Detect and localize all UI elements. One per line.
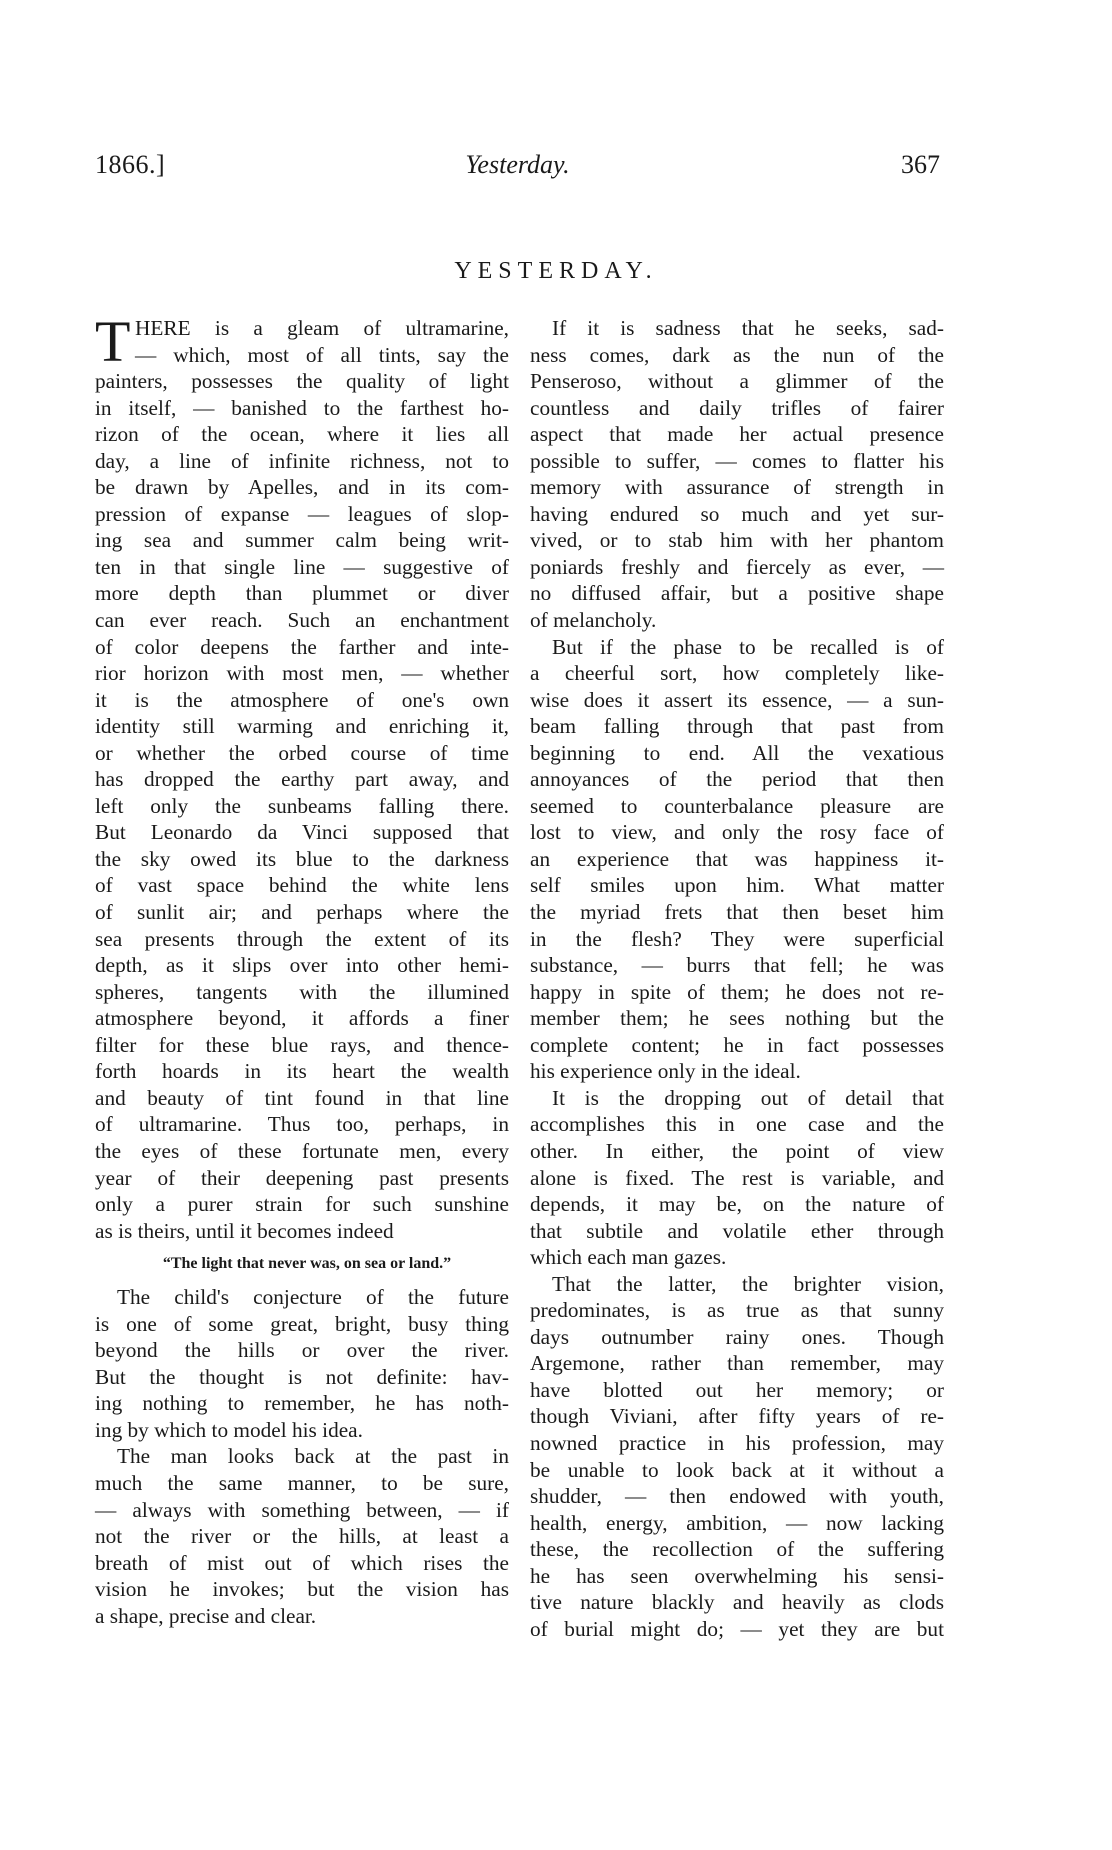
text-line: painters, possesses the quality of light: [95, 369, 509, 394]
text-line: But if the phase to be recalled is of: [552, 634, 944, 659]
text-line: The child's conjecture of the future: [117, 1285, 509, 1310]
text-line: It is the dropping out of detail that: [552, 1085, 944, 1110]
text-line: Penseroso, without a glimmer of the: [530, 369, 944, 394]
running-head-title: Yesterday.: [465, 150, 570, 179]
text-line: has dropped the earthy part away, and: [95, 767, 509, 792]
text-line: more depth than plummet or diver: [95, 581, 509, 606]
text-line: That the latter, the brighter vision,: [552, 1271, 944, 1296]
text-line: accomplishes this in one case and the: [530, 1112, 944, 1137]
text-line: depth, as it slips over into other hemi-: [95, 953, 509, 978]
text-line: sea presents through the extent of its: [95, 926, 509, 951]
text-line: an experience that was happiness it-: [530, 846, 944, 871]
text-line: in the flesh? They were superficial: [530, 926, 944, 951]
right-column: [530, 315, 944, 1642]
text-line: self smiles upon him. What matter: [530, 873, 944, 898]
text-line: beam falling through that past from: [530, 714, 944, 739]
text-line: complete content; he in fact possesses: [530, 1032, 944, 1057]
text-line: the sky owed its blue to the darkness: [95, 846, 509, 871]
text-line: annoyances of the period that then: [530, 767, 944, 792]
text-line: tive nature blackly and heavily as clods: [530, 1590, 944, 1615]
text-line: his experience only in the ideal.: [530, 1059, 801, 1084]
page-number: 367: [901, 150, 940, 179]
text-line: no diffused affair, but a positive shape: [530, 581, 944, 606]
text-line: have blotted out her memory; or: [530, 1377, 944, 1402]
text-line: countless and daily trifles of fairer: [530, 395, 944, 420]
text-line: forth hoards in its heart the wealth: [95, 1059, 509, 1084]
paragraph-7: [530, 1271, 944, 1643]
paragraph-3: [95, 1443, 509, 1629]
text-line: memory with assurance of strength in: [530, 475, 944, 500]
text-line: only a purer strain for such sunshine: [95, 1192, 509, 1217]
text-line: a shape, precise and clear.: [95, 1603, 317, 1628]
text-line: alone is fixed. The rest is variable, and: [530, 1165, 944, 1190]
text-line: though Viviani, after fifty years of re-: [530, 1404, 944, 1429]
text-line: of burial might do; — yet they are but: [530, 1616, 944, 1641]
text-line: identity still warming and enriching it,: [95, 714, 509, 739]
text-line: nowned practice in his profession, may: [530, 1430, 944, 1455]
text-line: atmosphere beyond, it affords a finer: [95, 1006, 509, 1031]
text-line: ten in that single line — suggestive of: [95, 554, 509, 579]
text-line: lost to view, and only the rosy face of: [530, 820, 944, 845]
article-title: YESTERDAY.: [454, 258, 658, 284]
text-line: of color deepens the farther and inte-: [95, 634, 509, 659]
paragraph-6: [530, 1085, 944, 1271]
text-line: rior horizon with most men, — whether: [95, 661, 509, 686]
text-line: pression of expanse — leagues of slop-: [95, 501, 509, 526]
text-line: — which, most of all tints, say the: [135, 342, 509, 367]
text-line: ing nothing to remember, he has noth-: [95, 1391, 509, 1416]
text-line: ing by which to model his idea.: [95, 1417, 363, 1442]
running-head: [95, 150, 940, 190]
text-line: it is the atmosphere of one's own: [95, 687, 509, 712]
text-line: beginning to end. All the vexatious: [530, 740, 944, 765]
text-line: other. In either, the point of view: [530, 1138, 944, 1163]
text-line: substance, — burrs that fell; he was: [530, 953, 944, 978]
text-line: left only the sunbeams falling there.: [95, 793, 509, 818]
text-line: year of their deepening past presents: [95, 1165, 509, 1190]
text-line: But the thought is not definite: hav-: [95, 1364, 509, 1389]
text-line: ness comes, dark as the nun of the: [530, 342, 944, 367]
text-line: Argemone, rather than remember, may: [530, 1351, 944, 1376]
text-line: happy in spite of them; he does not re-: [530, 979, 944, 1004]
text-line: or whether the orbed course of time: [95, 740, 509, 765]
text-line: of sunlit air; and perhaps where the: [95, 900, 509, 925]
text-line: ing sea and summer calm being writ-: [95, 528, 509, 553]
text-line: vision he invokes; but the vision has: [95, 1577, 509, 1602]
text-line: wise does it assert its essence, — a sun-: [530, 687, 944, 712]
text-line: But Leonardo da Vinci supposed that: [95, 820, 509, 845]
text-line: filter for these blue rays, and thence-: [95, 1032, 509, 1057]
text-line: can ever reach. Such an enchantment: [95, 608, 509, 633]
text-line: HERE is a gleam of ultramarine,: [135, 316, 509, 340]
text-line: seemed to counterbalance pleasure are: [530, 793, 944, 818]
text-line: in itself, — banished to the farthest ho-: [95, 395, 509, 420]
text-line: having endured so much and yet sur-: [530, 501, 944, 526]
paragraph-2: [95, 1284, 509, 1443]
text-line: not the river or the hills, at least a: [95, 1524, 509, 1549]
text-line: and beauty of tint found in that line: [95, 1085, 509, 1110]
text-line: vived, or to stab him with her phantom: [530, 528, 944, 553]
text-line: depends, it may be, on the nature of: [530, 1192, 944, 1217]
text-line: beyond the hills or over the river.: [95, 1338, 509, 1363]
text-line: he has seen overwhelming his sensi-: [530, 1563, 944, 1588]
text-line: The man looks back at the past in: [117, 1444, 509, 1469]
text-line: a cheerful sort, how completely like-: [530, 661, 944, 686]
text-line: possible to suffer, — comes to flatter his: [530, 448, 944, 473]
running-head-year: 1866.]: [95, 150, 166, 179]
text-line: shudder, — then endowed with youth,: [530, 1484, 944, 1509]
text-line: the eyes of these fortunate men, every: [95, 1138, 509, 1163]
text-line: be unable to look back at it without a: [530, 1457, 944, 1482]
text-line: rizon of the ocean, where it lies all: [95, 422, 509, 447]
paragraph-5: [530, 634, 944, 1085]
text-line: — always with something between, — if: [95, 1497, 509, 1522]
text-line: breath of mist out of which rises the: [95, 1550, 509, 1575]
paragraph-4: [530, 315, 944, 634]
text-line: these, the recollection of the suffering: [530, 1537, 944, 1562]
text-line: which each man gazes.: [530, 1245, 727, 1270]
text-line: is one of some great, bright, busy thing: [95, 1311, 509, 1336]
block-quotation: “The light that never was, on sea or land.”: [162, 1255, 452, 1273]
text-line: of ultramarine. Thus too, perhaps, in: [95, 1112, 509, 1137]
text-line: the myriad frets that then beset him: [530, 900, 944, 925]
text-line: be drawn by Apelles, and in its com-: [95, 475, 509, 500]
text-line: health, energy, ambition, — now lacking: [530, 1510, 944, 1535]
drop-cap: T: [95, 309, 131, 374]
text-line: spheres, tangents with the illumined: [95, 979, 509, 1004]
text-line: day, a line of infinite richness, not to: [95, 448, 509, 473]
text-line: that subtile and volatile ether through: [530, 1218, 944, 1243]
text-line: predominates, is as true as that sunny: [530, 1298, 944, 1323]
text-line: of melancholy.: [530, 608, 657, 633]
text-line: poniards freshly and fiercely as ever, —: [530, 554, 944, 579]
text-line: of vast space behind the white lens: [95, 873, 509, 898]
text-line: much the same manner, to be sure,: [95, 1470, 509, 1495]
text-line: member them; he sees nothing but the: [530, 1006, 944, 1031]
paragraph-1: [95, 309, 509, 1244]
left-column: [95, 309, 509, 1629]
text-line: as is theirs, until it becomes indeed: [95, 1218, 394, 1243]
text-line: aspect that made her actual presence: [530, 422, 944, 447]
text-line: days outnumber rainy ones. Though: [530, 1324, 944, 1349]
text-line: If it is sadness that he seeks, sad-: [552, 316, 944, 340]
